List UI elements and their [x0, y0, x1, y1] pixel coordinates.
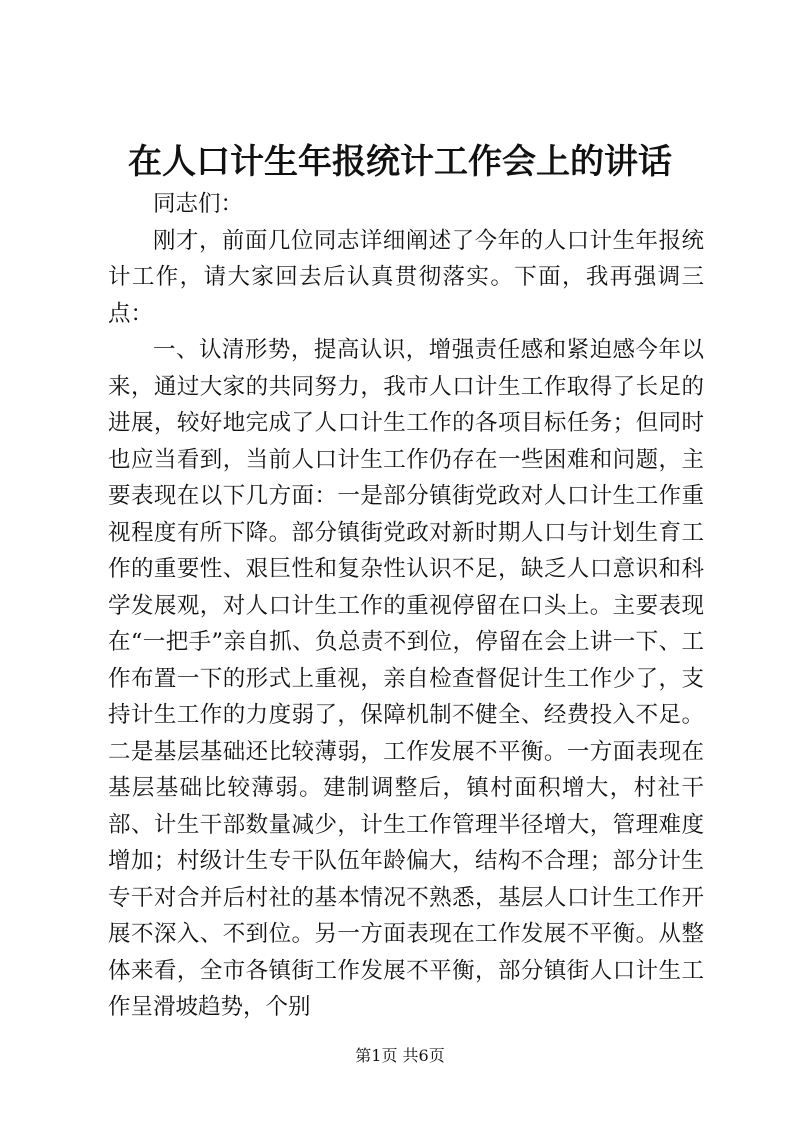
section-one-paragraph: 一、认清形势，提高认识，增强责任感和紧迫感今年以来，通过大家的共同努力，我市人口计生工作取得了长足的进展，较好地完成了人口计生工作的各项目标任务；但同时也应当看到，当前人口计生工作仍存在一些困难和问题，主要表现在以下几方面：一是部分镇街党政对人口计生工作重视程度有所下降。部分镇街党政对新时期人口与计划生育工作的重要性、艰巨性和复杂性认识不足，缺乏人口意识和科学发展观，对人口计生工作的重视停留在口头上。主要表现在“一把手”亲自抓、负总责不到位，停留在会上讲一下、工作布置一下的形式上重视，亲自检查督促计生工作少了，支持计生工作的力度弱了，保障机制不健全、经费投入不足。二是基层基础还比较薄弱，工作发展不平衡。一方面表现在基层基础比较薄弱。建制调整后，镇村面积增大，村社干部、计生干部数量减少，计生工作管理半径增大，管理难度增加；村级计生专干队伍年龄偏大，结构不合理；部分计生专干对合并后村社的基本情况不熟悉，基层人口计生工作开展不深入、不到位。另一方面表现在工作发展不平衡。从整体来看，全市各镇街工作发展不平衡，部分镇街人口计生工作呈滑坡趋势，个别 — [108, 337, 704, 1020]
intro-paragraph: 刚才，前面几位同志详细阐述了今年的人口计生年报统计工作，请大家回去后认真贯彻落实。下面，我再强调三点： — [108, 227, 704, 327]
document-body — [108, 186, 704, 1026]
salutation-paragraph: 同志们： — [153, 191, 244, 217]
page-number: 第1页 共6页 — [355, 1046, 445, 1065]
document-title: 在人口计生年报统计工作会上的讲话 — [128, 142, 672, 182]
